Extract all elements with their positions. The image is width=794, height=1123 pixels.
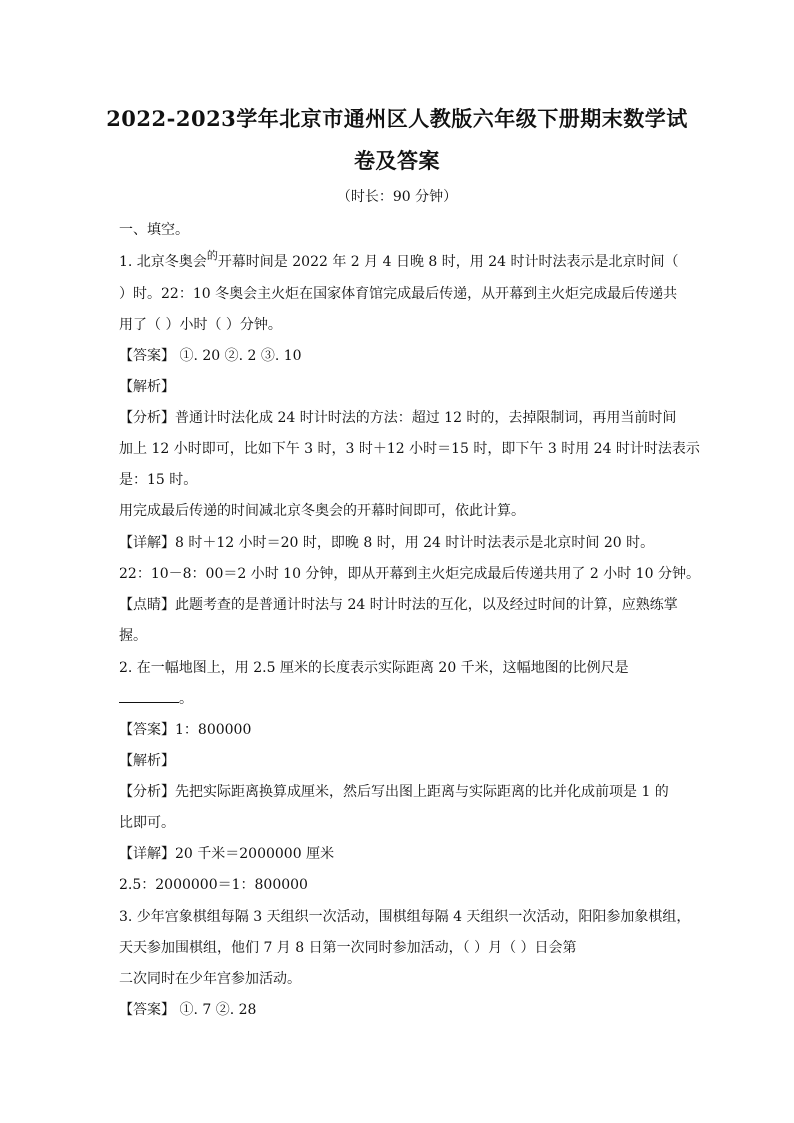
q1-line3: 用了（ ）小时（ ）分钟。 [119, 317, 282, 333]
q1-rest: 开幕时间是 2022 年 2 月 4 日晚 8 时，用 24 时计时法表示是北京时间（ [217, 254, 679, 270]
q1-answer: 【答案】 ①. 20 ②. 2 ③. 10 [119, 348, 302, 364]
doc-title-line2: 卷及答案 [354, 148, 440, 173]
q1-fenxi-4: 用完成最后传递的时间减北京冬奥会的开幕时间即可，依此计算。 [119, 503, 525, 519]
q2-fenxi-2: 比即可。 [119, 815, 175, 831]
doc-duration: （时长：90 分钟） [336, 189, 458, 205]
q1-dianjing-2: 握。 [119, 628, 147, 644]
q1-prefix: 1. 北京冬奥会 [119, 254, 207, 270]
q1-superscript: 的 [206, 249, 218, 262]
q2-xiangjie-2: 2.5：2000000＝1：800000 [119, 877, 308, 893]
q1-fenxi-2: 加上 12 小时即可，比如下午 3 时，3 时＋12 小时＝15 时，即下午 3 时用 24 时计时法表示 [119, 441, 700, 457]
q2-line2 [119, 688, 193, 708]
q2-xiangjie-1: 【详解】20 千米＝2000000 厘米 [119, 846, 335, 862]
q1-fenxi-3: 是：15 时。 [119, 472, 198, 488]
q3-line3: 二次同时在少年宫参加活动。 [119, 971, 301, 987]
q1-dianjing-1: 【点睛】此题考查的是普通计时法与 24 时计时法的互化，以及经过时间的计算，应熟练掌 [119, 597, 678, 613]
q3-line2: 天天参加围棋组，他们 7 月 8 日第一次同时参加活动，（ ）月（ ）日会第 [119, 940, 577, 956]
q2-fenxi-1: 【分析】先把实际距离换算成厘米，然后写出图上距离与实际距离的比并化成前项是 1 的 [119, 784, 669, 800]
section-heading: 一、填空。 [119, 222, 189, 238]
q1-xiangjie-2: 22：10－8：00＝2 小时 10 分钟，即从开幕到主火炬完成最后传递共用了 2 小时 10 分钟。 [119, 566, 700, 582]
q2-line2-end: 。 [179, 691, 193, 707]
q1-line1 [119, 251, 678, 271]
doc-title-line1: 2022-2023学年北京市通州区人教版六年级下册期末数学试 [106, 106, 688, 131]
q2-answer-blank [119, 688, 179, 703]
q3-answer: 【答案】 ①. 7 ②. 28 [119, 1002, 257, 1018]
q1-fenxi-1: 【分析】普通计时法化成 24 时计时法的方法：超过 12 时的，去掉限制词，再用当前时间 [119, 410, 677, 426]
q2-answer: 【答案】1：800000 [119, 722, 252, 738]
q2-jiexi: 【解析】 [119, 753, 175, 769]
q2-line1: 2. 在一幅地图上，用 2.5 厘米的长度表示实际距离 20 千米，这幅地图的比例尺是 [119, 660, 629, 676]
q1-xiangjie-1: 【详解】8 时＋12 小时＝20 时，即晚 8 时，用 24 时计时法表示是北京时间 20 时。 [119, 535, 655, 551]
q1-line2: ）时。22：10 冬奥会主火炬在国家体育馆完成最后传递，从开幕到主火炬完成最后传递共 [119, 286, 678, 302]
q1-jiexi: 【解析】 [119, 379, 175, 395]
q3-line1: 3. 少年宫象棋组每隔 3 天组织一次活动，围棋组每隔 4 天组织一次活动，阳阳参加象棋组， [119, 909, 691, 925]
